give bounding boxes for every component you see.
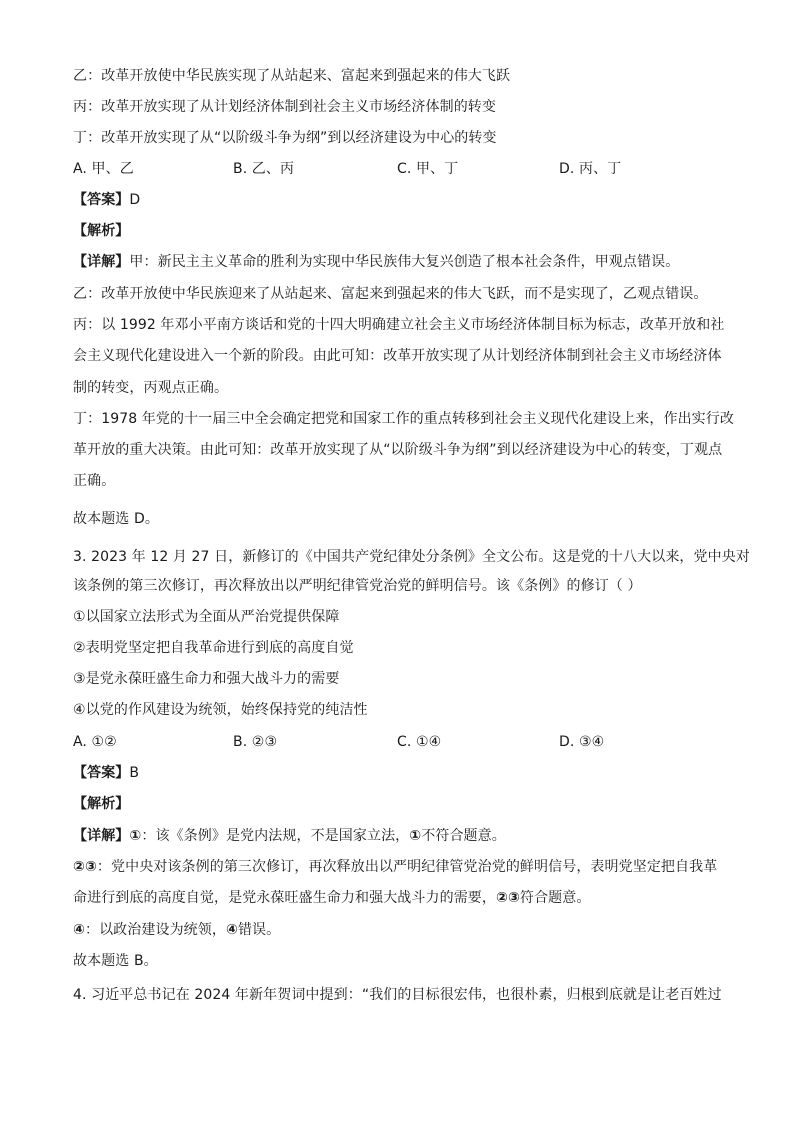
mark: ②③ xyxy=(73,859,97,875)
q2-analysis-label: 【解析】 xyxy=(73,223,130,239)
detail-text: 甲：新民主主义革命的胜利为实现中华民族伟大复兴创造了根本社会条件，甲观点错误。 xyxy=(129,254,680,270)
answer-label: 【答案】 xyxy=(73,765,130,781)
detail-label: 【详解】 xyxy=(73,828,130,844)
answer-label: 【答案】 xyxy=(73,192,130,208)
q3-option-b: B. ②③ xyxy=(233,734,278,750)
q3-item-3: ③是党永葆旺盛生命力和强大战斗力的需要 xyxy=(73,671,340,687)
q3-stem-line: 3. 2023 年 12 月 27 日，新修订的《中国共产党纪律处分条例》全文公布。这是党的十八大以来，党中央对 xyxy=(73,549,750,565)
q3-detail-2 xyxy=(73,857,717,877)
q3-option-c: C. ①④ xyxy=(397,734,442,750)
q4-stem-line: 4. 习近平总书记在 2024 年新年贺词中提到：“我们的目标很宏伟，也很朴素，归根到底就是让老百姓过 xyxy=(73,987,722,1003)
detail-text: ：以政治建设为统领， xyxy=(84,922,226,938)
q3-detail-2b xyxy=(73,888,590,908)
q3-option-d: D. ③④ xyxy=(559,734,605,750)
q3-answer xyxy=(73,763,139,783)
q3-item-1: ①以国家立法形式为全面从严治党提供保障 xyxy=(73,609,340,625)
q2-detail-line: 乙：改革开放使中华民族迎来了从站起来、富起来到强起来的伟大飞跃，而不是实现了，乙观点错误。 xyxy=(73,286,708,302)
q2-detail-line: 丙：以 1992 年邓小平南方谈话和党的十四大明确建立社会主义市场经济体制目标为标志，改革开放和社 xyxy=(73,317,725,333)
q2-conclusion: 故本题选 D。 xyxy=(73,511,159,527)
q2-option-a: A. 甲、乙 xyxy=(73,161,134,177)
q3-detail-1 xyxy=(73,826,506,846)
q2-detail-line xyxy=(73,252,679,272)
q2-detail-line: 正确。 xyxy=(73,473,116,489)
mark: ① xyxy=(129,828,142,844)
q2-option-d: D. 丙、丁 xyxy=(559,161,622,177)
mark: ④ xyxy=(73,922,85,938)
detail-text: ：该《条例》是党内法规，不是国家立法， xyxy=(141,828,410,844)
q3-detail-4 xyxy=(73,920,280,940)
q3-stem-line: 该条例的第三次修订，再次释放出以严明纪律管党治党的鲜明信号。该《条例》的修订（ ） xyxy=(73,578,642,594)
q3-analysis-label: 【解析】 xyxy=(73,796,130,812)
statement-yi: 乙：改革开放使中华民族实现了从站起来、富起来到强起来的伟大飞跃 xyxy=(73,68,511,84)
answer-value: D xyxy=(129,192,141,208)
detail-text: 符合题意。 xyxy=(519,890,591,906)
q2-answer xyxy=(73,190,140,210)
statement-bing: 丙：改革开放实现了从计划经济体制到社会主义市场经济体制的转变 xyxy=(73,99,496,115)
mark: ②③ xyxy=(496,890,520,906)
detail-text: 命进行到底的高度自觉，是党永葆旺盛生命力和强大战斗力的需要， xyxy=(73,890,496,906)
q2-detail-line: 革开放的重大决策。由此可知：改革开放实现了从“以阶级斗争为纲”到以经济建设为中心的转变，丁观点 xyxy=(73,442,723,458)
q2-detail-line: 会主义现代化建设进入一个新的阶段。由此可知：改革开放实现了从计划经济体制到社会主义市场经济体 xyxy=(73,348,722,364)
q2-option-c: C. 甲、丁 xyxy=(397,161,459,177)
q2-detail-line: 制的转变，丙观点正确。 xyxy=(73,380,229,396)
mark: ① xyxy=(409,828,422,844)
detail-text: 错误。 xyxy=(237,922,281,938)
q3-option-a: A. ①② xyxy=(73,734,117,750)
q3-item-4: ④以党的作风建设为统领，始终保持党的纯洁性 xyxy=(73,702,368,718)
q3-conclusion: 故本题选 B。 xyxy=(73,953,158,969)
q2-option-b: B. 乙、丙 xyxy=(233,161,295,177)
q2-detail-line: 丁：1978 年党的十一届三中全会确定把党和国家工作的重点转移到社会主义现代化建设上来，作出实行改 xyxy=(73,411,734,427)
detail-label: 【详解】 xyxy=(73,254,130,270)
mark: ④ xyxy=(225,922,238,938)
detail-text: 不符合题意。 xyxy=(421,828,506,844)
answer-value: B xyxy=(129,765,140,781)
detail-text: ：党中央对该条例的第三次修订，再次释放出以严明纪律管党治党的鲜明信号，表明党坚定把自我革 xyxy=(96,859,718,875)
q3-item-2: ②表明党坚定把自我革命进行到底的高度自觉 xyxy=(73,640,354,656)
statement-ding: 丁：改革开放实现了从“以阶级斗争为纲”到以经济建设为中心的转变 xyxy=(73,130,497,146)
